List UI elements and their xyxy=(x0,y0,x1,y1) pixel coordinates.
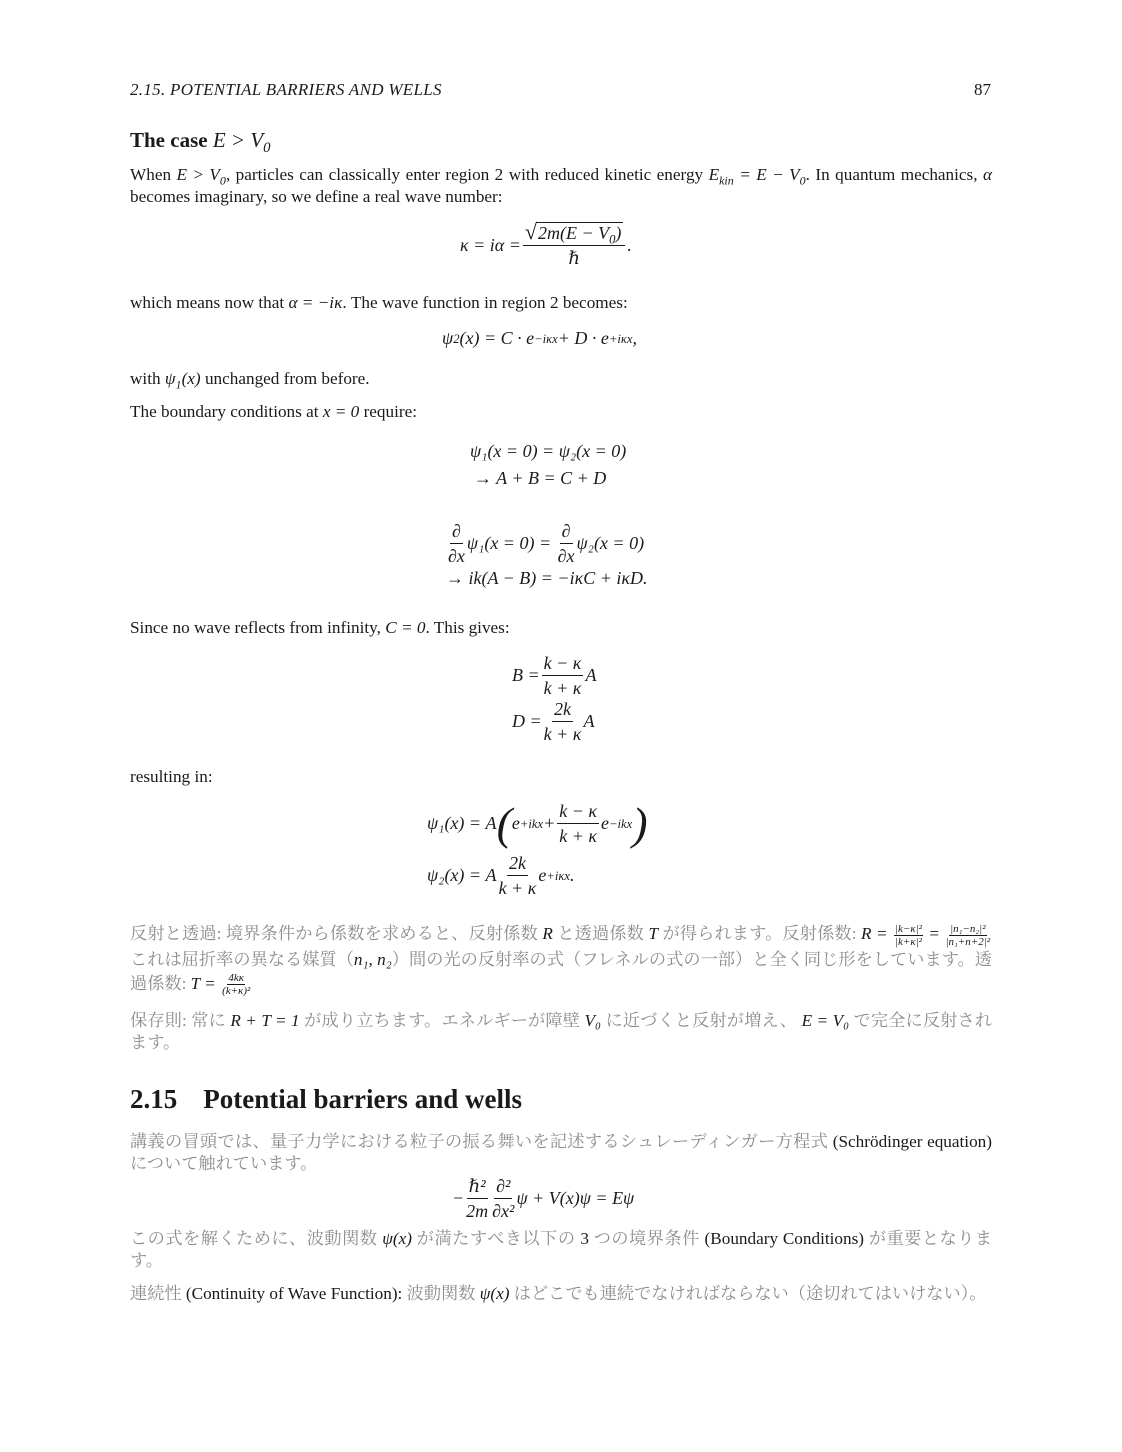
fraction: √ $2m(E - V_0)$ ℏ xyxy=(523,222,626,269)
equation-schrodinger: − $\frac{\text{ℏ²}}{2m}$ $\frac{\text{∂²}}{\text{∂x²}}$ ψ + V(x)ψ = Eψ xyxy=(452,1176,635,1221)
equation-B: B = $\frac{k - \kappa}{k + \kappa}$ A xyxy=(512,653,597,698)
equation-psi2-result: ψ₂(x) = A $\frac{2k}{k + \kappa}$ e +iκx . xyxy=(427,853,575,898)
equation-psi1-result: ψ₁(x) = A ( e +ikx + $\frac{k - \kappa}{k + \kappa}$ e −ikx ) xyxy=(427,797,648,849)
math-inline: $E > V_0$ xyxy=(176,165,226,188)
equation-D: D = $\frac{2k}{k + \kappa}$ A xyxy=(512,699,595,744)
paragraph-schrodinger-intro: 講義の冒頭では、量子力学における粒子の振る舞いを記述するシュレーディンガー方程式 (Schrödinger equation) について触れています。 xyxy=(130,1132,992,1173)
equation-kappa: κ = iα = √ $2m(E - V_0)$ ℏ . xyxy=(460,219,632,268)
paragraph-reflection-transmission: 反射と透過: 境界条件から係数を求めると、反射係数 R と透過係数 T が得られます。反射係数: R = $\frac{\text{|k−κ|²}}{\text{|k+κ|²}}$ = $\frac{\text{|n₁−n₂|²}}{\text{|n₁+n+2|²}}$ これは屈折率の異なる媒質（n₁, n₂）間の光の反射率の式（フレネルの式の一部）と全く同じ形をしています。透過係数: T = $\frac{4k\kappa}{\text{(k+κ)²}}$ xyxy=(130,922,992,998)
paragraph-alpha: which means now that α = −iκ. The wave function in region 2 becomes: xyxy=(130,293,628,312)
math-inline: α xyxy=(982,165,992,184)
case-heading xyxy=(130,128,271,157)
section-number: 2.15 xyxy=(130,1084,178,1114)
paragraph-intro xyxy=(130,164,992,208)
math-inline: $E_{kin} = E - V_0$ xyxy=(708,165,806,188)
running-head: 2.15. POTENTIAL BARRIERS AND WELLS xyxy=(130,80,442,99)
paragraph-conservation: 保存則: 常に R + T = 1 が成り立ちます。エネルギーが障壁 V₀ に近づくと反射が増え、 E = V₀ で完全に反射されます。 xyxy=(130,1011,993,1052)
equation-bc-derivative: $\frac{\partial}{\partial x}$ ψ₁(x = 0) = $\frac{\partial}{\partial x}$ ψ₂(x = 0) xyxy=(448,521,645,566)
text: . In quantum mechanics, xyxy=(805,165,978,184)
paragraph-continuity: 連続性 (Continuity of Wave Function): 波動関数 ψ(x) はどこでも連続でなければならない（途切れてはいけない）。 xyxy=(130,1284,987,1303)
paragraph-resulting: resulting in: xyxy=(130,767,213,786)
text: becomes imaginary, so we define a real wave number: xyxy=(130,187,503,206)
paragraph-no-reflection: Since no wave reflects from infinity, C = 0. This gives: xyxy=(130,618,510,637)
case-heading-math: $E > V_0$ xyxy=(212,128,271,157)
equation-line: → ik(A − B) = −iκC + iκD. xyxy=(446,568,648,588)
section-title: Potential barriers and wells xyxy=(203,1084,522,1114)
equation-line: → A + B = C + D xyxy=(474,468,607,488)
paragraph-boundary-conditions: この式を解くために、波動関数 ψ(x) が満たすべき以下の 3 つの境界条件 (Boundary Conditions) が重要となります。 xyxy=(130,1229,993,1270)
section-heading xyxy=(130,1084,522,1115)
case-heading-label: The case xyxy=(130,128,208,152)
equation-line: ψ₁(x = 0) = ψ₂(x = 0) xyxy=(470,441,627,461)
page-number: 87 xyxy=(974,80,991,99)
equation-psi2: ψ 2 (x) = C · e −iκx + D · e +iκx , xyxy=(442,328,638,348)
text: When xyxy=(130,165,172,184)
text: , particles can classically enter region 2 with reduced kinetic energy xyxy=(225,165,704,184)
paragraph-boundary: The boundary conditions at x = 0 require: xyxy=(130,402,418,421)
equation-bc-continuity xyxy=(470,438,626,492)
paragraph-psi1-unchanged: with $\psi_1(x)$ unchanged from before. xyxy=(130,369,370,392)
